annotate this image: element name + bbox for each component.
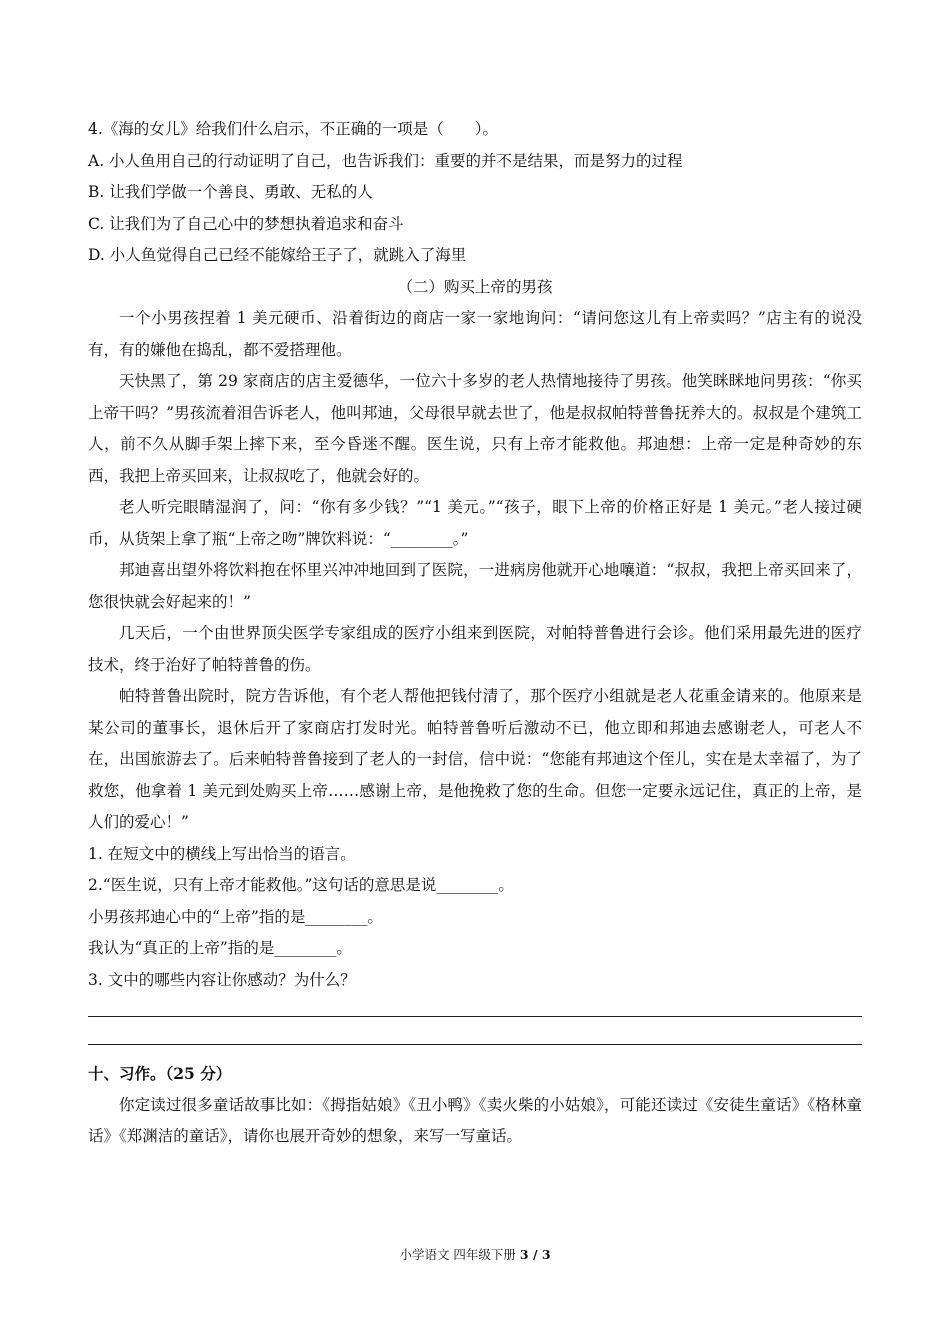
answer-line[interactable]	[88, 1002, 862, 1017]
option-c: C. 让我们为了自己心中的梦想执着追求和奋斗	[88, 214, 404, 233]
answer-line[interactable]	[88, 1030, 862, 1045]
passage-paragraph-2: 天快黑了，第 29 家商店的店主爱德华，一位六十多岁的老人热情地接待了男孩。他笑眯眯地问男孩：“你买上帝干吗？”男孩流着泪告诉老人，他叫邦迪，父母很早就去世了，他是叔叔帕特普鲁抚养大的。叔叔是个建筑工人，前不久从脚手架上摔下来，至今昏迷不醒。医生说，只有上帝才能救他。邦迪想：上帝一定是种奇妙的东西，我把上帝买回来，让叔叔吃了，他就会好的。	[88, 372, 862, 485]
option-d: D. 小人鱼觉得自己已经不能嫁给王子了，就跳入了海里	[88, 246, 467, 264]
answer-lines[interactable]	[88, 1002, 862, 1045]
passage-paragraph-3: 老人听完眼睛湿润了，问：“你有多少钱？”“1 美元。”“孩子，眼下上帝的价格正好是 1 美元。”老人接过硬币，从货架上拿了瓶“上帝之吻”牌饮料说：“________。”	[88, 498, 862, 548]
question-1: 1. 在短文中的横线上写出恰当的语言。	[88, 844, 356, 863]
section-10-heading: 十、习作。（25 分）	[88, 1064, 232, 1083]
footer-subject: 小学语文 四年级下册	[399, 1247, 520, 1262]
question-2-sub-2: 我认为“真正的上帝”指的是________。	[88, 939, 352, 957]
passage-paragraph-5: 几天后，一个由世界顶尖医学专家组成的医疗小组来到医院，对帕特普鲁进行会诊。他们采用最先进的医疗技术，终于治好了帕特普鲁的伤。	[88, 624, 862, 674]
passage-paragraph-1: 一个小男孩捏着 1 美元硬币、沿着街边的商店一家一家地询问：“请问您这儿有上帝卖吗？”店主有的说没有，有的嫌他在捣乱，都不爱搭理他。	[88, 309, 862, 359]
option-a: A. 小人鱼用自己的行动证明了自己，也告诉我们：重要的并不是结果，而是努力的过程	[88, 151, 683, 170]
passage-paragraph-4: 邦迪喜出望外将饮料抱在怀里兴冲冲地回到了医院，一进病房他就开心地嚷道：“叔叔，我把上帝买回来了，您很快就会好起来的！”	[88, 561, 862, 611]
question-2: 2.“医生说，只有上帝才能救他。”这句话的意思是说________。	[88, 876, 514, 894]
question-3: 3. 文中的哪些内容让你感动？为什么？	[88, 970, 356, 989]
section-10-text: 你定读过很多童话故事比如：《拇指姑娘》《丑小鸭》《卖火柴的小姑娘》，可能还读过《安徒生童话》《格林童话》《郑渊洁的童话》，请你也展开奇妙的想象，来写一写童话。	[88, 1095, 862, 1145]
option-b: B. 让我们学做一个善良、勇敢、无私的人	[88, 183, 373, 201]
footer-page-number: 3 / 3	[519, 1247, 551, 1262]
passage-title: （二）购买上帝的男孩	[397, 277, 553, 296]
page-footer	[0, 1245, 950, 1263]
question-4-stem: 4.《海的女儿》给我们什么启示，不正确的一项是（ ）。	[88, 120, 499, 138]
question-2-sub-1: 小男孩邦迪心中的“上帝”指的是________。	[88, 907, 383, 926]
exam-page	[88, 114, 862, 1153]
passage-paragraph-6: 帕特普鲁出院时，院方告诉他，有个老人帮他把钱付清了，那个医疗小组就是老人花重金请来的。他原来是某公司的董事长，退休后开了家商店打发时光。帕特普鲁听后激动不已，他立即和邦迪去感谢老人，可老人不在，出国旅游去了。后来帕特普鲁接到了老人的一封信，信中说：“您能有邦迪这个侄儿，实在是太幸福了，为了救您，他拿着 1 美元到处购买上帝……感谢上帝，是他挽救了您的生命。但您一定要永远记住，真正的上帝，是人们的爱心！”	[88, 687, 862, 831]
